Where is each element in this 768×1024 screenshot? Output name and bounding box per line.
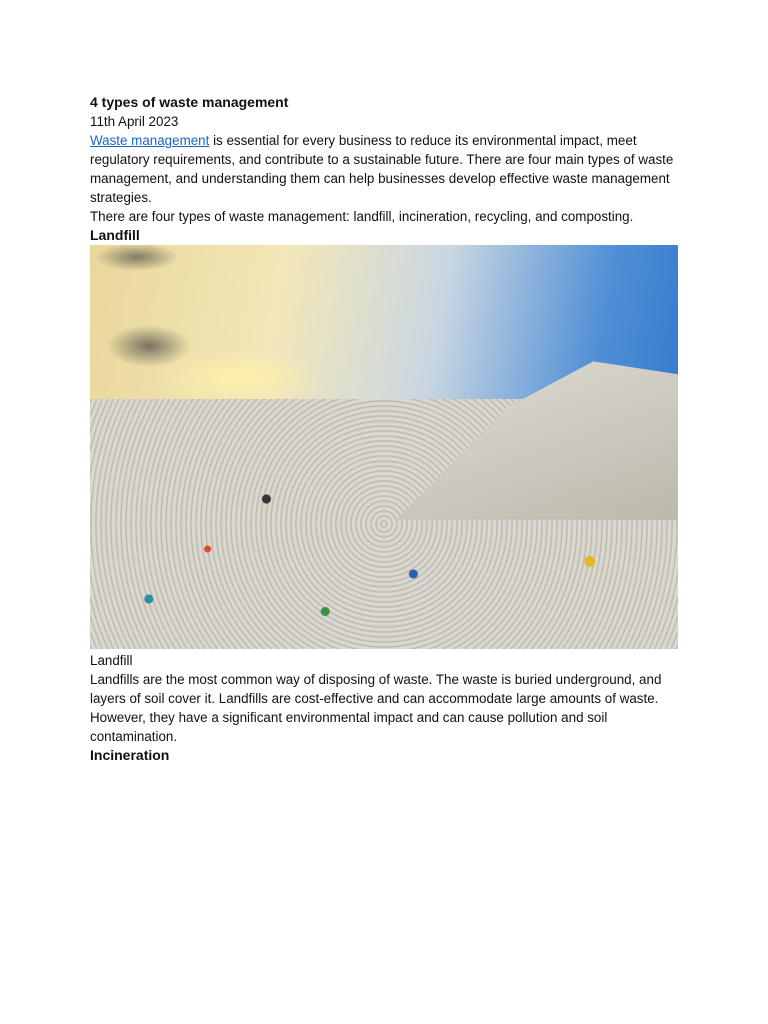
section-heading-incineration: Incineration: [90, 747, 170, 763]
landfill-paragraph: Landfills are the most common way of disposing of waste. The waste is buried underground, and layers of soil cover it. Landfills are cost-effective and can accommodate large amounts of waste. However, they have a significant environmental impact and can cause pollution and soil contamination.: [90, 672, 662, 744]
summary-paragraph: There are four types of waste management: landfill, incineration, recycling, and composting.: [90, 209, 634, 224]
image-caption: Landfill: [90, 653, 133, 668]
intro-paragraph: [90, 131, 680, 207]
article-title: 4 types of waste management: [90, 94, 289, 110]
landfill-image: [90, 245, 678, 649]
document-page: [90, 92, 680, 764]
waste-management-link[interactable]: Waste management: [90, 133, 210, 148]
intro-text: is essential for every business to reduce its environmental impact, meet regulatory requirements, and contribute to a sustainable future. There are four main types of waste management, and understanding them can help businesses develop effective waste management strategies.: [90, 133, 674, 205]
article-date: 11th April 2023: [90, 114, 179, 129]
section-heading-landfill: Landfill: [90, 227, 140, 243]
